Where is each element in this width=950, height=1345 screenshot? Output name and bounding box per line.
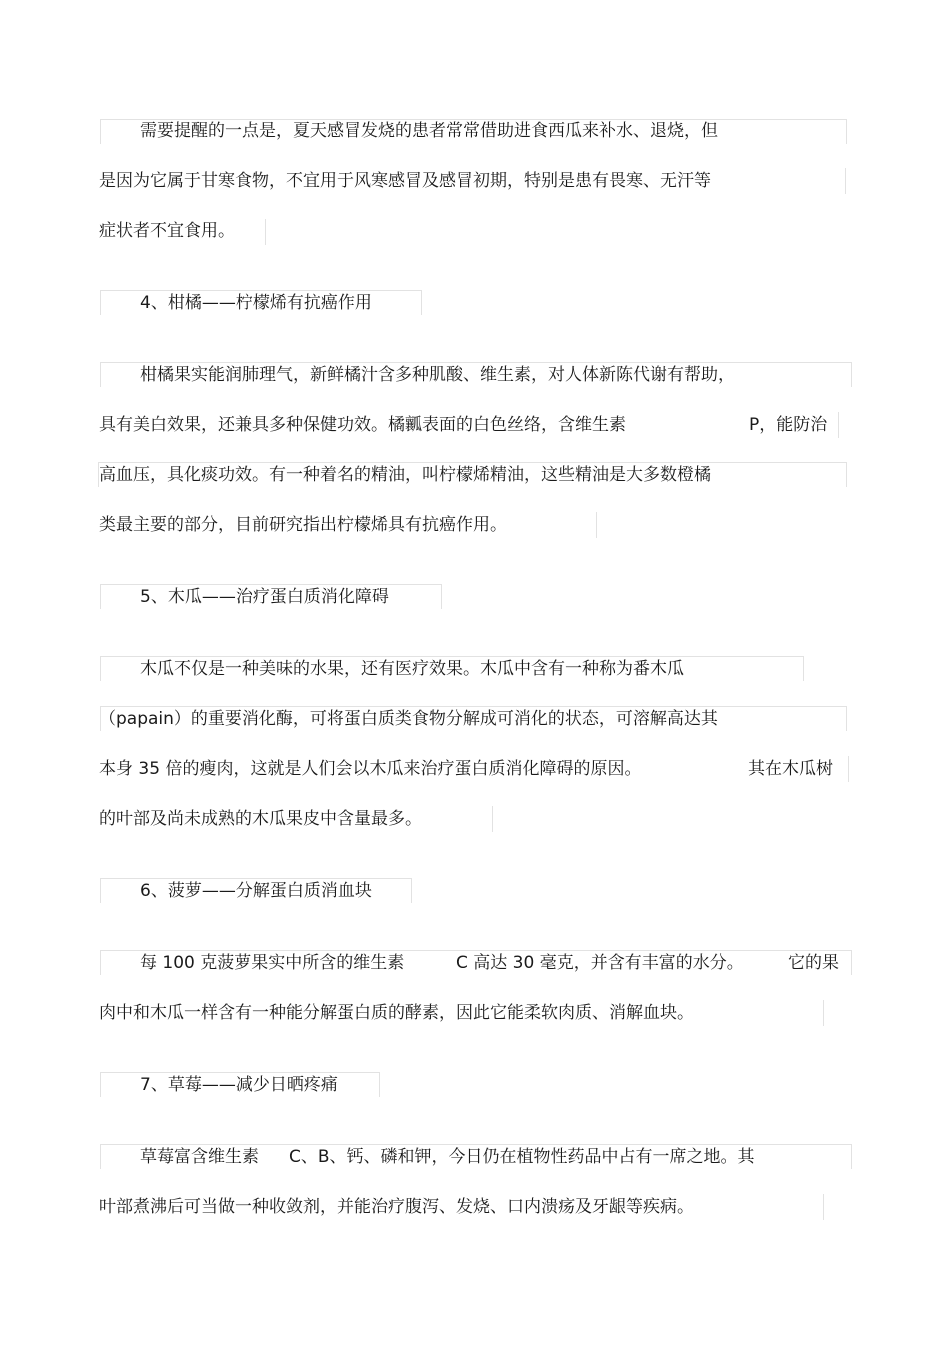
paragraph-line: 类最主要的部分，目前研究指出柠檬烯具有抗癌作用。: [99, 515, 507, 535]
paragraph-line: 其在木瓜树: [748, 759, 833, 779]
frame-edge: [596, 512, 597, 538]
section-heading: 6、菠萝——分解蛋白质消血块: [140, 881, 372, 901]
paragraph-line: C 高达 30 毫克，并含有丰富的水分。: [456, 953, 744, 973]
paragraph-line: （papain）的重要消化酶，可将蛋白质类食物分解成可消化的状态，可溶解高达其: [99, 709, 718, 729]
paragraph-line: 草莓富含维生素: [140, 1147, 259, 1167]
paragraph-line: 本身 35 倍的瘦肉，这就是人们会以木瓜来治疗蛋白质消化障碍的原因。: [99, 759, 642, 779]
paragraph-line: 肉中和木瓜一样含有一种能分解蛋白质的酵素，因此它能柔软肉质、消解血块。: [99, 1003, 694, 1023]
paragraph-line: 需要提醒的一点是，夏天感冒发烧的患者常常借助进食西瓜来补水、退烧，但: [140, 121, 718, 141]
frame-edge: [492, 806, 493, 832]
paragraph-line: 木瓜不仅是一种美味的水果，还有医疗效果。木瓜中含有一种称为番木瓜: [140, 659, 684, 679]
paragraph-line: 它的果: [788, 953, 839, 973]
frame-edge: [823, 1000, 824, 1026]
section-heading: 7、草莓——减少日晒疼痛: [140, 1075, 338, 1095]
paragraph-line: 每 100 克菠萝果实中所含的维生素: [140, 953, 405, 973]
frame-edge: [823, 1194, 824, 1220]
paragraph-line: 高血压，具化痰功效。有一种着名的精油，叫柠檬烯精油，这些精油是大多数橙橘: [99, 465, 711, 485]
section-heading: 5、木瓜——治疗蛋白质消化障碍: [140, 587, 389, 607]
frame-edge: [265, 219, 266, 245]
section-heading: 4、柑橘——柠檬烯有抗癌作用: [140, 293, 372, 313]
paragraph-line: 是因为它属于甘寒食物，不宜用于风寒感冒及感冒初期，特别是患有畏寒、无汗等: [99, 171, 711, 191]
frame-edge: [838, 412, 839, 438]
paragraph-line: 柑橘果实能润肺理气，新鲜橘汁含多种肌酸、维生素，对人体新陈代谢有帮助，: [140, 365, 735, 385]
paragraph-line: 叶部煮沸后可当做一种收敛剂，并能治疗腹泻、发烧、口内溃疡及牙龈等疾病。: [99, 1197, 694, 1217]
frame-edge: [845, 168, 846, 194]
paragraph-line: 的叶部及尚未成熟的木瓜果皮中含量最多。: [99, 809, 422, 829]
paragraph-line: 症状者不宜食用。: [99, 221, 235, 241]
paragraph-line: P，能防治: [749, 415, 828, 435]
paragraph-line: C、B、钙、磷和钾，今日仍在植物性药品中占有一席之地。其: [289, 1147, 755, 1167]
paragraph-line: 具有美白效果，还兼具多种保健功效。橘瓤表面的白色丝络，含维生素: [99, 415, 626, 435]
frame-edge: [848, 756, 849, 782]
